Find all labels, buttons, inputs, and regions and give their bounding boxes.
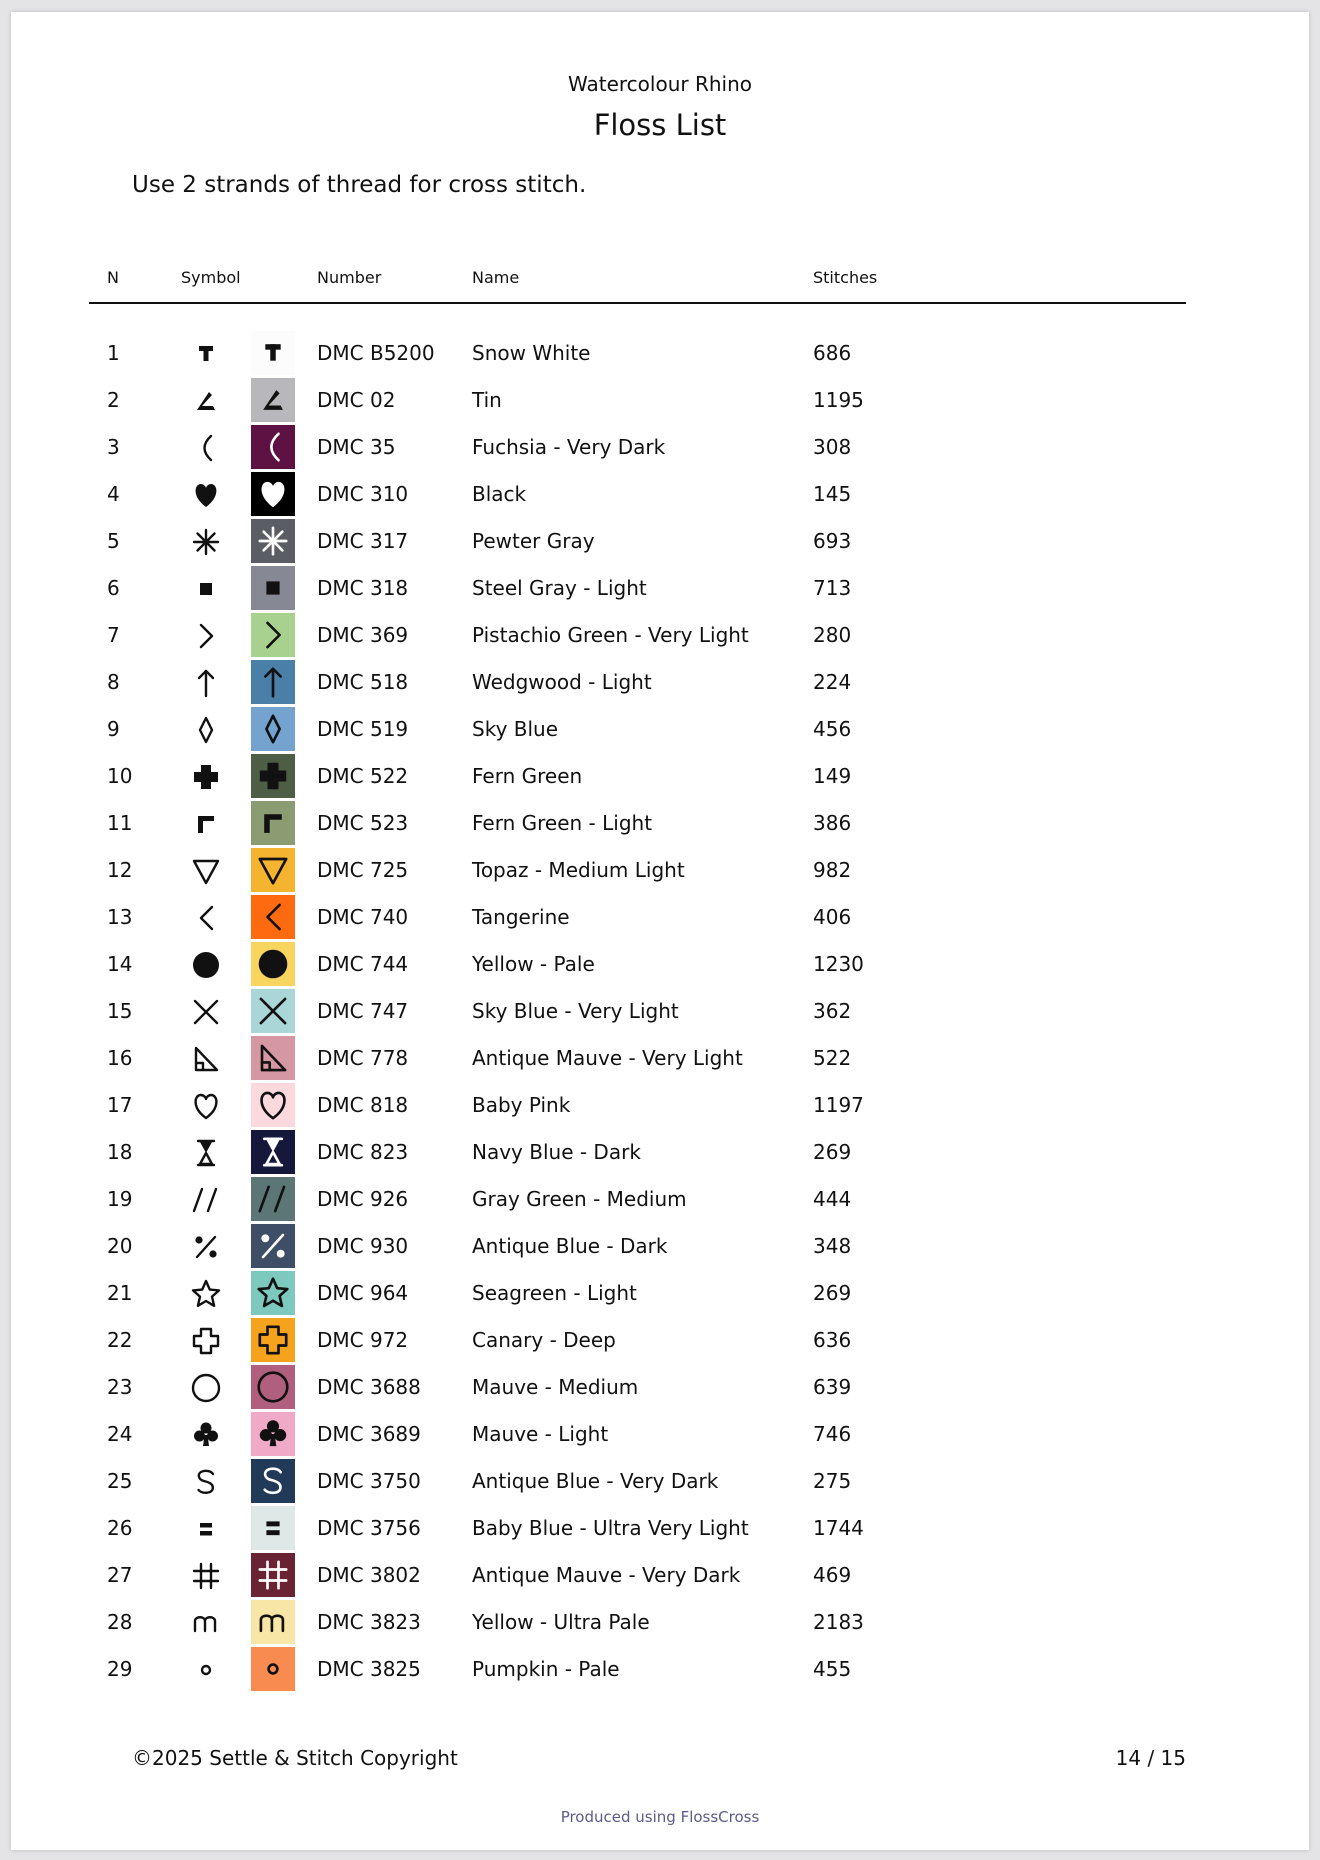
circle-outline-icon	[186, 1368, 226, 1408]
row-n: 8	[107, 670, 120, 694]
floss-row	[11, 518, 1309, 565]
copyright: ©2025 Settle & Stitch Copyright	[132, 1746, 458, 1770]
stitch-instructions: Use 2 strands of thread for cross stitch.	[132, 172, 587, 198]
row-number: DMC 02	[317, 388, 396, 412]
color-swatch	[251, 378, 295, 422]
floss-row	[11, 1129, 1309, 1176]
row-n: 17	[107, 1093, 133, 1117]
floss-row	[11, 1035, 1309, 1082]
wedge-icon	[186, 381, 226, 421]
row-number: DMC 818	[317, 1093, 409, 1117]
row-n: 28	[107, 1610, 133, 1634]
color-swatch	[251, 1083, 295, 1127]
floss-row	[11, 330, 1309, 377]
row-name: Tangerine	[472, 905, 570, 929]
corner-icon	[186, 804, 226, 844]
row-stitches: 308	[813, 435, 852, 459]
row-name: Canary - Deep	[472, 1328, 616, 1352]
row-n: 25	[107, 1469, 133, 1493]
floss-row	[11, 377, 1309, 424]
row-stitches: 406	[813, 905, 852, 929]
header-divider	[89, 302, 1186, 304]
row-name: Topaz - Medium Light	[472, 858, 685, 882]
floss-row	[11, 1505, 1309, 1552]
floss-row	[11, 800, 1309, 847]
row-number: DMC 3750	[317, 1469, 421, 1493]
asterisk-icon	[186, 522, 226, 562]
row-stitches: 686	[813, 341, 852, 365]
row-stitches: 348	[813, 1234, 852, 1258]
heart-outline-icon	[186, 1086, 226, 1126]
floss-row	[11, 753, 1309, 800]
row-n: 2	[107, 388, 120, 412]
row-name: Yellow - Pale	[472, 952, 595, 976]
row-n: 21	[107, 1281, 133, 1305]
row-stitches: 636	[813, 1328, 852, 1352]
row-stitches: 444	[813, 1187, 852, 1211]
row-number: DMC 369	[317, 623, 409, 647]
row-stitches: 522	[813, 1046, 852, 1070]
page-title: Floss List	[593, 108, 727, 142]
row-name: Fern Green	[472, 764, 583, 788]
floss-row	[11, 612, 1309, 659]
color-swatch	[251, 1177, 295, 1221]
color-swatch	[251, 1600, 295, 1644]
row-name: Antique Mauve - Very Light	[472, 1046, 743, 1070]
row-n: 22	[107, 1328, 133, 1352]
floss-row	[11, 1646, 1309, 1693]
row-stitches: 269	[813, 1281, 852, 1305]
row-name: Mauve - Medium	[472, 1375, 639, 1399]
floss-row	[11, 1552, 1309, 1599]
header-name: Name	[472, 268, 520, 287]
row-number: DMC 972	[317, 1328, 409, 1352]
row-stitches: 149	[813, 764, 852, 788]
color-swatch	[251, 472, 295, 516]
row-n: 13	[107, 905, 133, 929]
floss-row	[11, 1176, 1309, 1223]
chevron-left-icon	[186, 898, 226, 938]
color-swatch	[251, 331, 295, 375]
square-icon	[186, 569, 226, 609]
x-icon	[186, 992, 226, 1032]
row-number: DMC 778	[317, 1046, 409, 1070]
header-number: Number	[317, 268, 382, 287]
row-number: DMC 310	[317, 482, 409, 506]
row-stitches: 224	[813, 670, 852, 694]
row-name: Sky Blue	[472, 717, 559, 741]
hash-icon	[186, 1556, 226, 1596]
row-name: Pistachio Green - Very Light	[472, 623, 749, 647]
color-swatch	[251, 989, 295, 1033]
row-n: 26	[107, 1516, 133, 1540]
chevron-right-icon	[186, 616, 226, 656]
floss-list-page	[11, 12, 1309, 1850]
row-number: DMC 3825	[317, 1657, 421, 1681]
row-n: 20	[107, 1234, 133, 1258]
row-n: 24	[107, 1422, 133, 1446]
color-swatch	[251, 1130, 295, 1174]
row-n: 1	[107, 341, 120, 365]
color-swatch	[251, 1271, 295, 1315]
row-n: 9	[107, 717, 120, 741]
t-icon	[186, 334, 226, 374]
header-n: N	[107, 268, 119, 287]
row-stitches: 386	[813, 811, 852, 835]
row-number: DMC 3823	[317, 1610, 421, 1634]
color-swatch	[251, 613, 295, 657]
row-n: 23	[107, 1375, 133, 1399]
row-number: DMC 3688	[317, 1375, 421, 1399]
crescent-icon	[186, 428, 226, 468]
small-circle-icon	[186, 1650, 226, 1690]
header-symbol: Symbol	[181, 268, 241, 287]
floss-row	[11, 1223, 1309, 1270]
row-stitches: 275	[813, 1469, 852, 1493]
row-name: Sky Blue - Very Light	[472, 999, 679, 1023]
color-swatch	[251, 519, 295, 563]
color-swatch	[251, 1553, 295, 1597]
color-swatch	[251, 1318, 295, 1362]
row-name: Antique Mauve - Very Dark	[472, 1563, 741, 1587]
row-stitches: 469	[813, 1563, 852, 1587]
diamond-icon	[186, 710, 226, 750]
row-number: DMC 3802	[317, 1563, 421, 1587]
row-number: DMC 3689	[317, 1422, 421, 1446]
row-n: 5	[107, 529, 120, 553]
row-stitches: 1195	[813, 388, 864, 412]
row-stitches: 1197	[813, 1093, 864, 1117]
row-number: DMC 3756	[317, 1516, 421, 1540]
floss-row	[11, 471, 1309, 518]
row-stitches: 1744	[813, 1516, 864, 1540]
color-swatch	[251, 1506, 295, 1550]
double-slash-icon	[186, 1180, 226, 1220]
row-name: Fuchsia - Very Dark	[472, 435, 666, 459]
color-swatch	[251, 1224, 295, 1268]
row-stitches: 982	[813, 858, 852, 882]
floss-row	[11, 706, 1309, 753]
row-number: DMC 522	[317, 764, 409, 788]
row-number: DMC 930	[317, 1234, 409, 1258]
club-icon	[186, 1415, 226, 1455]
circle-icon	[186, 945, 226, 985]
row-number: DMC 519	[317, 717, 409, 741]
row-name: Baby Blue - Ultra Very Light	[472, 1516, 749, 1540]
color-swatch	[251, 848, 295, 892]
right-triangle-icon	[186, 1039, 226, 1079]
color-swatch	[251, 425, 295, 469]
row-stitches: 746	[813, 1422, 852, 1446]
row-number: DMC 744	[317, 952, 409, 976]
row-number: DMC 725	[317, 858, 409, 882]
row-name: Black	[472, 482, 527, 506]
row-n: 11	[107, 811, 133, 835]
percent-icon	[186, 1227, 226, 1267]
header-stitches: Stitches	[813, 268, 878, 287]
row-n: 4	[107, 482, 120, 506]
row-n: 18	[107, 1140, 133, 1164]
row-number: DMC 747	[317, 999, 409, 1023]
row-number: DMC 740	[317, 905, 409, 929]
row-number: DMC 964	[317, 1281, 409, 1305]
floss-row	[11, 1411, 1309, 1458]
row-stitches: 639	[813, 1375, 852, 1399]
row-name: Seagreen - Light	[472, 1281, 637, 1305]
color-swatch	[251, 1036, 295, 1080]
row-number: DMC B5200	[317, 341, 435, 365]
floss-row	[11, 1458, 1309, 1505]
color-swatch	[251, 942, 295, 986]
row-stitches: 269	[813, 1140, 852, 1164]
row-n: 27	[107, 1563, 133, 1587]
row-n: 7	[107, 623, 120, 647]
floss-row	[11, 894, 1309, 941]
plus-outline-icon	[186, 1321, 226, 1361]
row-stitches: 362	[813, 999, 852, 1023]
row-name: Pewter Gray	[472, 529, 595, 553]
row-name: Mauve - Light	[472, 1422, 609, 1446]
color-swatch	[251, 707, 295, 751]
row-name: Baby Pink	[472, 1093, 571, 1117]
color-swatch	[251, 566, 295, 610]
row-number: DMC 318	[317, 576, 409, 600]
row-name: Fern Green - Light	[472, 811, 653, 835]
row-number: DMC 35	[317, 435, 396, 459]
row-name: Antique Blue - Dark	[472, 1234, 668, 1258]
triangle-down-icon	[186, 851, 226, 891]
row-stitches: 280	[813, 623, 852, 647]
row-stitches: 1230	[813, 952, 864, 976]
color-swatch	[251, 1412, 295, 1456]
row-n: 16	[107, 1046, 133, 1070]
row-stitches: 713	[813, 576, 852, 600]
row-n: 19	[107, 1187, 133, 1211]
row-n: 6	[107, 576, 120, 600]
row-stitches: 693	[813, 529, 852, 553]
letter-s-icon	[186, 1462, 226, 1502]
row-name: Wedgwood - Light	[472, 670, 652, 694]
row-number: DMC 823	[317, 1140, 409, 1164]
floss-row	[11, 1599, 1309, 1646]
row-n: 29	[107, 1657, 133, 1681]
equals-icon	[186, 1509, 226, 1549]
plus-icon	[186, 757, 226, 797]
row-number: DMC 518	[317, 670, 409, 694]
row-name: Tin	[472, 388, 502, 412]
color-swatch	[251, 801, 295, 845]
floss-row	[11, 988, 1309, 1035]
row-name: Pumpkin - Pale	[472, 1657, 620, 1681]
row-stitches: 145	[813, 482, 852, 506]
floss-row	[11, 941, 1309, 988]
heart-icon	[186, 475, 226, 515]
hourglass-icon	[186, 1133, 226, 1173]
row-name: Steel Gray - Light	[472, 576, 647, 600]
letter-m-icon	[186, 1603, 226, 1643]
color-swatch	[251, 1647, 295, 1691]
color-swatch	[251, 1365, 295, 1409]
floss-row	[11, 424, 1309, 471]
row-name: Navy Blue - Dark	[472, 1140, 641, 1164]
color-swatch	[251, 660, 295, 704]
arrow-up-icon	[186, 663, 226, 703]
row-number: DMC 926	[317, 1187, 409, 1211]
row-n: 12	[107, 858, 133, 882]
star-outline-icon	[186, 1274, 226, 1314]
row-number: DMC 523	[317, 811, 409, 835]
color-swatch	[251, 754, 295, 798]
row-name: Snow White	[472, 341, 591, 365]
floss-row	[11, 1082, 1309, 1129]
floss-row	[11, 1364, 1309, 1411]
floss-row	[11, 847, 1309, 894]
floss-row	[11, 1317, 1309, 1364]
floss-row	[11, 565, 1309, 612]
row-stitches: 455	[813, 1657, 852, 1681]
row-name: Yellow - Ultra Pale	[472, 1610, 650, 1634]
row-n: 10	[107, 764, 133, 788]
row-stitches: 2183	[813, 1610, 864, 1634]
row-n: 14	[107, 952, 133, 976]
color-swatch	[251, 1459, 295, 1503]
row-number: DMC 317	[317, 529, 409, 553]
row-name: Gray Green - Medium	[472, 1187, 687, 1211]
color-swatch	[251, 895, 295, 939]
floss-row	[11, 1270, 1309, 1317]
row-n: 15	[107, 999, 133, 1023]
floss-row	[11, 659, 1309, 706]
row-n: 3	[107, 435, 120, 459]
row-name: Antique Blue - Very Dark	[472, 1469, 719, 1493]
page-number: 14 / 15	[1115, 1746, 1186, 1770]
produced-by: Produced using FlossCross	[560, 1808, 760, 1826]
pattern-name: Watercolour Rhino	[567, 72, 752, 96]
row-stitches: 456	[813, 717, 852, 741]
